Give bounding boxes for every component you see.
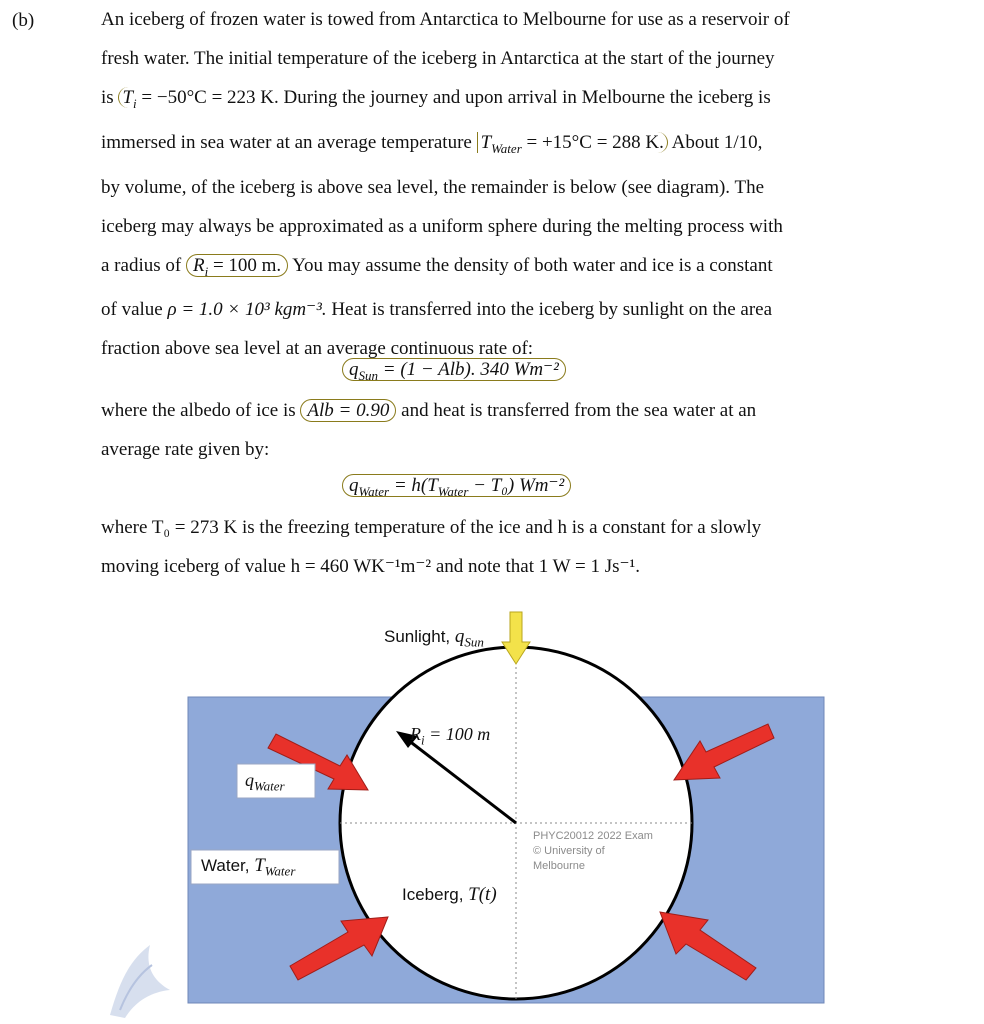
equation-q-water: $q_{Water} = h(T_{Water} - T_0)$ Wm⁻² [342,474,571,500]
sunlight-label: Sunlight, $q_{Sun}$ [384,626,484,650]
text-line: by volume, of the iceberg is above sea level, the remainder is below (see diagram). The [101,176,765,198]
equation-q-sun: $q_{Sun} = (1 - Alb)$. 340 Wm⁻² [342,358,566,384]
part-label: (b) [12,10,35,31]
text-line: moving iceberg of value h = 460 WK⁻¹m⁻² and note that 1 W = 1 Js⁻¹. [101,556,640,577]
text-line: iceberg may always be approximated as a uniform sphere during the melting process with [101,215,783,237]
text-line: where T₀ = 273 K is the freezing temperature of the ice and h is a constant for a slowly [101,517,762,538]
text-line: is $T_i = -50^\circ C = 223$ K. During the journey and upon arrival in Melbourne the iceberg is [101,87,771,111]
iceberg-temperature-label: Iceberg, T(t) [402,884,497,905]
university-crest-watermark-icon [90,930,180,1020]
text-line: a radius of $R_i = 100$ m. You may assume the density of both water and ice is a constant [101,254,773,279]
text-line: average rate given by: [101,439,270,460]
text-line: where the albedo of ice is Alb = 0.90 and heat is transferred from the sea water at an [101,400,757,421]
radius-label: $R_i = 100$ m [410,724,491,748]
water-temperature-label: Water, $T_{Water}$ [201,855,296,879]
copyright-notice: PHYC20012 2022 Exam © University of Melbourne [533,830,653,872]
qwater-label: $q_{Water}$ [245,770,285,794]
text-line: of value ρ = 1.0 × 10³ kgm⁻³. Heat is transferred into the iceberg by sunlight on the area [101,299,773,321]
text-line: An iceberg of frozen water is towed from Antarctica to Melbourne for use as a reservoir of [101,9,790,30]
text-line: fraction above sea level at an average continuous rate of: [101,338,534,360]
text-line: immersed in sea water at an average temperature $T_{Water} = +15^\circ C = 288$ K. About 1/10, [101,131,763,156]
text-line: fresh water. The initial temperature of the iceberg in Antarctica at the start of the journey [101,48,775,69]
